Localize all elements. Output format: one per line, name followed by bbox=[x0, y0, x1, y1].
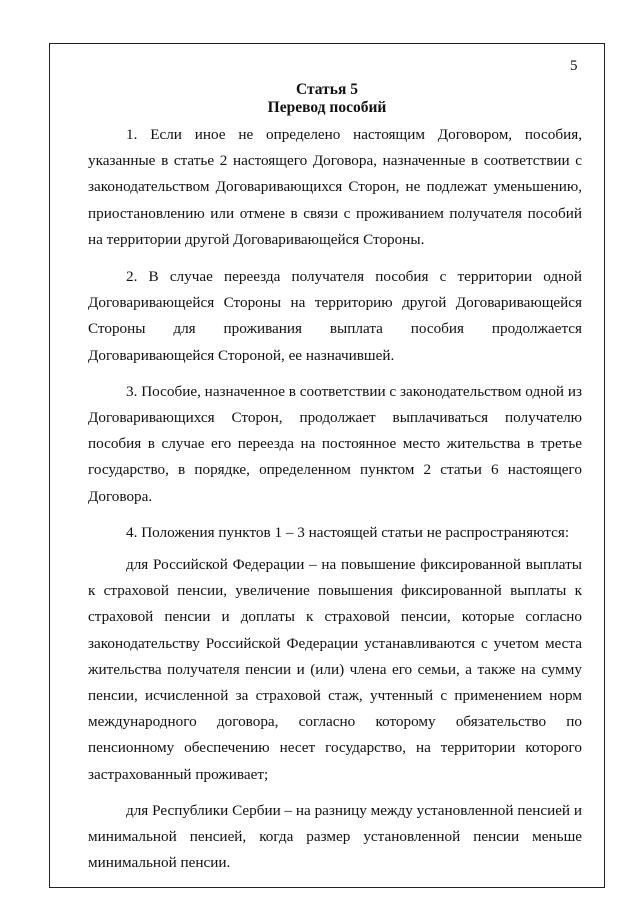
paragraph-2: 2. В случае переезда получателя пособия с территории одной Договаривающейся Стороны на территорию другой Договаривающейся Стороны для проживания выплата пособия продолжается Договаривающейся Стороной, ее назначившей. bbox=[88, 268, 582, 364]
paragraph-1: 1. Если иное не определено настоящим Договором, пособия, указанные в статье 2 настоящего Договора, назначенные в соответствии с законодательством Договаривающихся Сторон, не подлежат уменьшению, приостановлению или отмене в связи с проживанием получателя пособий на территории другой Договаривающейся Стороны. bbox=[88, 126, 582, 248]
article-title: Статья 5 bbox=[296, 81, 358, 98]
paragraph-4-serbia: для Республики Сербии – на разницу между установленной пенсией и минимальной пенсией, когда размер установленной пенсии меньше минимальной пенсии. bbox=[88, 801, 582, 872]
article-subtitle: Перевод пособий bbox=[267, 99, 387, 116]
paragraph-3: 3. Пособие, назначенное в соответствии с законодательством одной из Договаривающихся Сторон, продолжает выплачиваться получателю пособия в случае его переезда на постоянное место жительства в третье государство, в порядке, определенном пунктом 2 статьи 6 настоящего Договора. bbox=[88, 382, 582, 505]
paragraph-4-intro: 4. Положения пунктов 1 – 3 настоящей статьи не распространяются: bbox=[126, 523, 570, 541]
article-body bbox=[88, 116, 582, 876]
page-number: 5 bbox=[570, 58, 578, 74]
paragraph-4-russia: для Российской Федерации – на повышение фиксированной выплаты к страховой пенсии, увеличение повышения фиксированной выплаты к страховой пенсии и доплаты к страховой пенсии, которые согласно законодательству Российской Федерации устанавливаются с учетом места жительства получателя пенсии и (или) члена его семьи, а также на сумму пенсии, исчисленной за страховой стаж, учтенный с применением норм международного договора, согласно которому обязательство по пенсионному обеспечению несет государство, на территории которого застрахованный проживает; bbox=[88, 556, 582, 783]
